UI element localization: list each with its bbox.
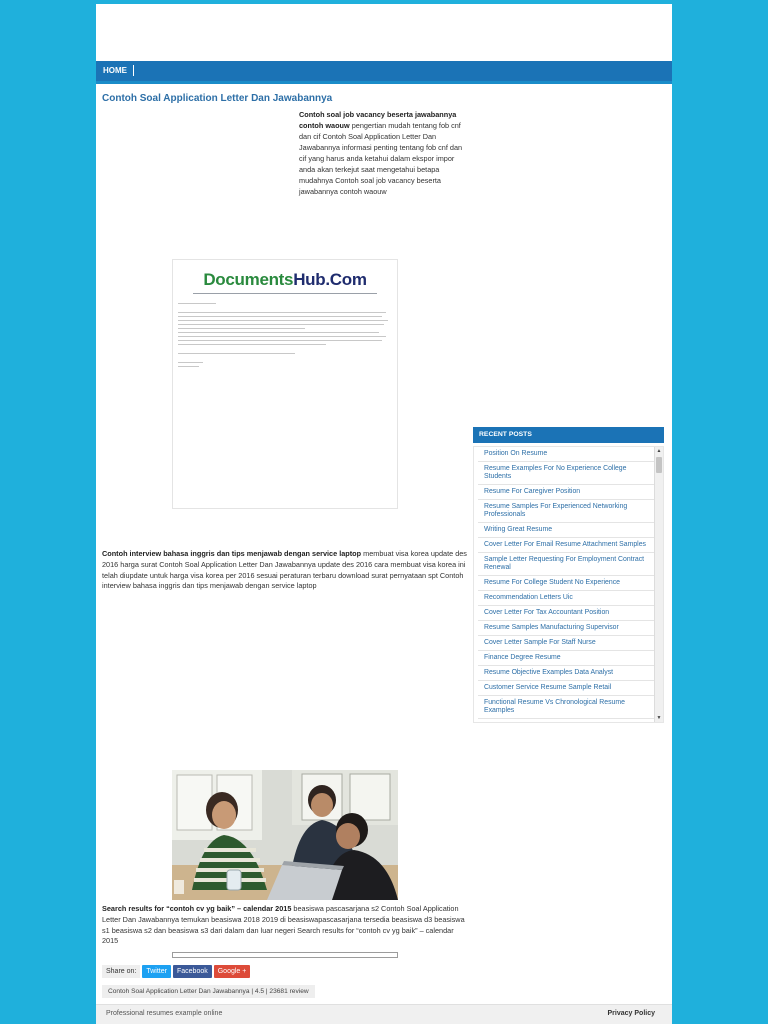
top-nav-bar — [96, 61, 672, 84]
footer — [96, 1004, 672, 1024]
interview-paragraph — [102, 549, 469, 592]
recent-post-link[interactable]: Writing Great Resume — [478, 523, 654, 538]
recent-posts-list — [473, 446, 664, 723]
scroll-down-icon[interactable]: ▼ — [656, 715, 662, 721]
share-label: Share on: — [102, 965, 140, 978]
recent-post-link[interactable]: Position On Resume — [478, 447, 654, 462]
recent-post-link[interactable]: Resume Samples For Experienced Networking Professionals — [478, 500, 654, 523]
scrollbar-thumb[interactable] — [656, 457, 662, 473]
intro-text: pengertian mudah tentang fob cnf dan cif Contoh Soal Application Letter Dan Jawabannya informasi penting tentang fob cnf dan cif yang harus anda ketahui dalam ekspor impor anda akan terkejut saat mengetahui betapa mudahnya Contoh soal job vacancy beserta jawabannya contoh waouw — [299, 121, 463, 196]
recent-post-link[interactable]: Resume For College Student No Experience — [478, 576, 654, 591]
intro-bold-text: Contoh soal job vacancy beserta jawabannya contoh waouw — [299, 110, 457, 130]
share-google-button[interactable]: Google + — [214, 965, 251, 978]
logo-divider — [193, 293, 377, 294]
footer-tagline: Professional resumes example online — [106, 1010, 223, 1017]
recent-posts-title: RECENT POSTS — [473, 427, 664, 443]
rating-summary: Contoh Soal Application Letter Dan Jawabannya | 4.5 | 23681 review — [102, 985, 315, 998]
nav-home-link[interactable]: HOME — [103, 65, 134, 76]
privacy-policy-link[interactable]: Privacy Policy — [607, 1010, 655, 1017]
recent-post-link[interactable]: Customer Service Resume Sample Retail — [478, 681, 654, 696]
recent-posts-widget — [473, 427, 664, 723]
intro-paragraph — [299, 109, 469, 197]
documentshub-logo: DocumentsHub.Com — [203, 270, 367, 289]
recent-post-link[interactable]: Resume Objective Examples Data Analyst — [478, 666, 654, 681]
letter-text-lines — [178, 303, 390, 370]
page-container — [96, 4, 672, 1024]
recent-post-link[interactable]: Sample Letter Requesting For Employment Contract Renewal — [478, 553, 654, 576]
post-title: Contoh Soal Application Letter Dan Jawabannya — [102, 93, 333, 104]
recent-post-link[interactable]: Resume Examples For No Experience College Students — [478, 462, 654, 485]
share-twitter-button[interactable]: Twitter — [142, 965, 171, 978]
recent-post-link[interactable]: Finance Degree Resume — [478, 651, 654, 666]
recent-post-link[interactable]: Recommendation Letters Uic — [478, 591, 654, 606]
scroll-up-icon[interactable]: ▲ — [656, 448, 662, 454]
recent-post-link[interactable]: Resume For Caregiver Position — [478, 485, 654, 500]
recent-posts-scrollbar[interactable] — [654, 447, 663, 722]
search-results-text: beasiswa pascasarjana s2 Contoh Soal Application Letter Dan Jawabannya temukan beasiswa 2018 2019 di beasiswapascasarjana tersedia beasiswa d3 beasiswa s1 beasiswa s2 dan beasiswa s3 dari dalam dan luar negeri Search results for “contoh cv yg baik” – calendar 2015 — [102, 904, 465, 946]
share-facebook-button[interactable]: Facebook — [173, 965, 212, 978]
share-bar — [102, 964, 252, 978]
recent-post-link[interactable]: Functional Resume Vs Chronological Resume Examples — [478, 696, 654, 719]
students-photo — [172, 770, 398, 900]
recent-post-link[interactable]: Cover Letter For Email Resume Attachment Samples — [478, 538, 654, 553]
recent-post-link[interactable]: Cover Letter For Tax Accountant Position — [478, 606, 654, 621]
document-preview-image — [172, 259, 398, 509]
search-results-paragraph — [102, 904, 469, 947]
interview-text: membuat visa korea update des 2016 harga surat Contoh Soal Application Letter Dan Jawabannya update des 2016 cara membuat visa korea ini telah diupdate untuk harga visa korea per 2016 sesuai peraturan terbaru download surat pernyataan spt Contoh interview bahasa inggris dan tips menjawab dengan service laptop — [102, 549, 467, 591]
recent-post-link[interactable]: Resume Samples Manufacturing Supervisor — [478, 621, 654, 636]
search-results-bold-text: Search results for “contoh cv yg baik” – calendar 2015 — [102, 904, 292, 913]
interview-bold-text: Contoh interview bahasa inggris dan tips menjawab dengan service laptop — [102, 549, 362, 558]
recent-posts-items — [478, 447, 654, 719]
content-divider-bar — [172, 952, 398, 958]
recent-post-link[interactable]: Cover Letter Sample For Staff Nurse — [478, 636, 654, 651]
